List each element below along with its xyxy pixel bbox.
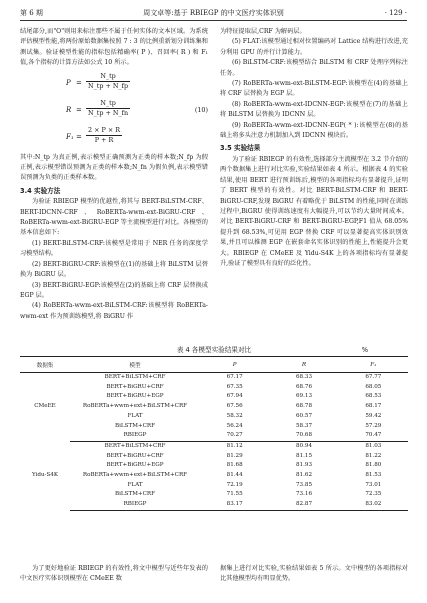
table bbox=[20, 356, 408, 511]
model-cell: BERT+BiLSTM+CRF bbox=[104, 442, 166, 449]
formula-f1 bbox=[20, 126, 208, 150]
table-body bbox=[20, 373, 408, 511]
model-cell: BiLSTM+CRF bbox=[115, 422, 155, 429]
p-cell: 81.68 bbox=[226, 462, 243, 469]
r-cell: 60.57 bbox=[295, 412, 312, 419]
f1-cell: 81.80 bbox=[365, 462, 382, 469]
equation-number: (10) bbox=[194, 105, 208, 114]
paragraph: 为了验证 RBIEGP 的有效性,选择部分主流模型在 3.2 节介绍的两个数据集上进行对比实验,实验结果如表 4 所示。根据表 4 的实验结果,使用 BERT 进行预训练后,模型的各项指标均有显著提升,证明了 BERT 模型的有效性。对比 BERT-BiLSTM-CRF 和 BERT-BiGRU-CRF,发现 BiGRU 有着略优于 BiLSTM 的性能,同时在训练过程中,BiGRU 使得训练速度有大幅提升,可以节约大量时间成本。对比 BERT-BiGRU-CRF 和 BERT-BiGRU-EGP,F1 值从 68.05% 提升到 68.53%,可见用 EGP 替换 CRF 可以显著提高实体识别效果,并且可以推测 EGP 在嵌套命名实体识别的性能上,性能提升会更大。RBIEGP 在 CMeEE 及 Yidu-S4K 上的各项指标均有显著提升,验证了模型具有良好的泛化性。 bbox=[220, 155, 408, 267]
model-cell: RBIEGP bbox=[70, 500, 200, 510]
r-cell: 68.76 bbox=[295, 383, 312, 390]
p-cell: 58.32 bbox=[226, 412, 243, 419]
list-item: (7) RoBERTa-wwm-ext-BiLSTM-EGP:该模型在(4)的基础上将 CRF 层替换为 EGP 层。 bbox=[220, 80, 408, 98]
p-cell: 56.24 bbox=[226, 422, 243, 429]
r-cell: 80.94 bbox=[295, 442, 312, 449]
paragraph: 为特征提取层,CRF 为解码层。 bbox=[220, 28, 306, 35]
r-cell: 68.78 bbox=[295, 403, 312, 410]
running-header bbox=[20, 6, 407, 21]
f1-cell: 68.53 bbox=[365, 393, 382, 400]
f1-cell: 83.02 bbox=[339, 500, 408, 510]
p-cell: 72.19 bbox=[226, 481, 243, 488]
p-cell: 71.55 bbox=[226, 491, 243, 498]
section-heading: 3.4 实验方法 bbox=[20, 186, 61, 195]
equals-sign: = bbox=[76, 78, 82, 87]
paragraph: 为验证 RBIEGP 模型的优越性,将其与 BERT-BiLSTM-CRF、BERT-IDCNN-CRF、RoBERTa-wwm-ext-BiGRU-CRF、RoBERTa-wwm-ext-BiGRU-EGP 等主流模型进行对比。各模型的基本信息如下: bbox=[20, 198, 208, 237]
r-cell: 81.62 bbox=[295, 472, 312, 479]
bottom-right-text bbox=[220, 564, 408, 585]
table-row bbox=[20, 461, 408, 471]
col-header-dataset: 数据集 bbox=[20, 357, 70, 373]
model-cell: BERT+BiGRU+EGP bbox=[106, 393, 164, 400]
model-cell: BERT+BiGRU+CRF bbox=[106, 452, 164, 459]
p-cell: 81.12 bbox=[226, 442, 243, 449]
table-row bbox=[20, 490, 408, 500]
paragraph: 其中:N_tp 为真正例,表示模型正确预测为正类的样本数;N_fp 为假正例,表示模型错误预测为正类的样本数;N_fn 为假负例,表示模型错误预测为负类的正类样本数。 bbox=[20, 153, 208, 182]
f1-cell: 59.42 bbox=[365, 412, 382, 419]
dataset-cell: Yidu-S4K bbox=[31, 472, 59, 479]
f1-cell: 67.77 bbox=[365, 374, 382, 380]
model-cell: BiLSTM+CRF bbox=[115, 491, 155, 498]
right-column bbox=[220, 27, 408, 269]
model-cell: FLAT bbox=[127, 481, 143, 488]
r-cell: 68.33 bbox=[295, 374, 312, 380]
equals-sign: = bbox=[76, 132, 82, 141]
formula-lhs: F₁ bbox=[66, 132, 74, 141]
formula-precision bbox=[20, 72, 208, 96]
running-title: 周文卓等:基于 RBIEGP 的中文医疗实体识别 bbox=[143, 9, 284, 17]
r-cell: 58.37 bbox=[295, 422, 312, 429]
denominator: N_tp + N_fp bbox=[88, 82, 129, 91]
p-cell: 67.17 bbox=[226, 374, 243, 380]
table-row bbox=[20, 481, 408, 491]
table-header-row bbox=[20, 357, 408, 373]
col-header-r: R bbox=[269, 357, 338, 373]
f1-cell: 81.53 bbox=[365, 472, 382, 479]
list-item: (4) RoBERTa-wwm-ext-BiLSTM-CRF:该模型将 RoBERTa-wwm-ext 作为预训练模型,将 BiGRU 作 bbox=[20, 302, 208, 320]
formula-recall bbox=[20, 99, 208, 123]
col-header-model: 模型 bbox=[70, 357, 200, 373]
r-cell: 73.85 bbox=[295, 481, 312, 488]
f1-cell: 81.22 bbox=[365, 452, 382, 459]
model-cell: BERT+BiLSTM+CRF bbox=[104, 374, 166, 380]
formula-lhs: R bbox=[66, 105, 72, 114]
f1-cell: 73.01 bbox=[365, 481, 382, 488]
r-cell: 81.15 bbox=[295, 452, 312, 459]
numerator: 2 × P × R bbox=[88, 125, 121, 134]
r-cell: 82.87 bbox=[269, 500, 338, 510]
table-row bbox=[20, 500, 408, 510]
col-header-p: P bbox=[200, 357, 269, 373]
list-item: (2) BERT-BiGRU-CRF:该模型在(1)的基础上将 BiLSTM 层替换为 BiGRU 层。 bbox=[20, 260, 208, 279]
paragraph: 为了更好地验证 RBIEGP 的有效性,将文中模型与近些年发表的中文医疗实体识别模型在 CMeEE 数 bbox=[20, 565, 208, 583]
bottom-left-text bbox=[20, 564, 208, 585]
list-item: (6) BiLSTM-CRF:该模型结合 BiLSTM 和 CRF 处理序列标注任务。 bbox=[220, 59, 408, 77]
f1-cell: 57.29 bbox=[365, 422, 382, 429]
section-heading: 3.5 实验结果 bbox=[220, 144, 261, 153]
f1-cell: 68.05 bbox=[365, 383, 382, 390]
table-row bbox=[20, 402, 408, 412]
paragraph: 据集上进行对比实验,实验结果如表 5 所示。文中模型的各项指标对比其他模型均有明显优势。 bbox=[220, 565, 408, 583]
table-row bbox=[20, 412, 408, 422]
fraction bbox=[86, 72, 130, 92]
r-cell: 70.68 bbox=[269, 431, 338, 441]
table-unit: % bbox=[361, 346, 368, 354]
table-row bbox=[20, 452, 408, 462]
table-row bbox=[20, 441, 408, 451]
issue-number: 第 6 期 bbox=[20, 9, 43, 17]
table-row bbox=[20, 383, 408, 393]
equals-sign: = bbox=[76, 105, 82, 114]
model-cell: RoBERTa+wwm+ext+BiLSTM+CRF bbox=[82, 403, 188, 410]
table-row bbox=[20, 422, 408, 432]
numerator: N_tp bbox=[100, 71, 116, 80]
f1-cell: 70.47 bbox=[339, 431, 408, 441]
table-title: 表 4 各模型实验结果对比 bbox=[176, 346, 252, 354]
list-item: (5) FLAT:该模型通过相对位置编码对 Lattice 结构进行改进,充分利用 GPU 的并行计算能力。 bbox=[220, 38, 408, 56]
list-item: (3) BERT-BiGRU-EGP:该模型在(2)的基础上将 CRF 层替换成 EGP 层。 bbox=[20, 281, 208, 299]
list-item: (9) RoBERTa-wwm-ext-IDCNN-EGP( * ):该模型在(8)的基础上将多头注意力机制加入到 IDCNN 模块后。 bbox=[220, 121, 408, 140]
denominator: N_tp + N_fn bbox=[88, 109, 129, 118]
model-cell: RBIEGP bbox=[70, 431, 200, 441]
paragraph: 结尾部分,而"O"则用来标注那些不属于任何实体的文本区域。为系统评估模型性能,将两份原始数据集按照 7 : 3 的比例重新划分训练集和测试集。验证模型性能的指标包括精确率( P )、召回率( R ) 和 F₁ 值,各个指标的计算方法如公式 10 所示。 bbox=[20, 28, 208, 67]
p-cell: 83.17 bbox=[200, 500, 269, 510]
p-cell: 67.94 bbox=[226, 393, 243, 400]
fraction bbox=[86, 126, 122, 146]
col-header-f1: F₁ bbox=[339, 357, 408, 373]
model-cell: RoBERTa+wwm+ext+BiLSTM+CRF bbox=[82, 472, 188, 479]
model-cell: BERT+BiGRU+CRF bbox=[106, 383, 164, 390]
r-cell: 69.13 bbox=[295, 393, 312, 400]
numerator: N_tp bbox=[100, 98, 116, 107]
list-item: (8) RoBERTa-wwm-ext-IDCNN-EGP:该模型在(7)的基础上将 BiLSTM 层替换为 IDCNN 层。 bbox=[220, 100, 408, 119]
formula-lhs: P bbox=[66, 78, 71, 87]
table-caption bbox=[20, 344, 408, 356]
table-row bbox=[20, 431, 408, 441]
f1-cell: 68.17 bbox=[365, 403, 382, 410]
p-cell: 81.44 bbox=[226, 472, 243, 479]
model-cell: FLAT bbox=[127, 412, 143, 419]
p-cell: 70.27 bbox=[200, 431, 269, 441]
fraction bbox=[86, 99, 130, 119]
page-number: · 129 · bbox=[384, 9, 407, 17]
p-cell: 81.29 bbox=[226, 452, 243, 459]
left-column bbox=[20, 27, 208, 322]
f1-cell: 81.03 bbox=[365, 442, 382, 449]
r-cell: 81.93 bbox=[295, 462, 312, 469]
p-cell: 67.35 bbox=[226, 383, 243, 390]
r-cell: 73.16 bbox=[295, 491, 312, 498]
results-table bbox=[20, 344, 408, 511]
table-row bbox=[20, 392, 408, 402]
list-item: (1) BERT-BiLSTM-CRF:该模型是常用于 NER 任务的深度学习模型结构。 bbox=[20, 239, 208, 258]
dataset-cell: CMeEE bbox=[34, 403, 56, 410]
denominator: P + R bbox=[86, 135, 122, 146]
model-cell: BERT+BiGRU+EGP bbox=[106, 462, 164, 469]
table-row bbox=[20, 471, 408, 481]
table-row bbox=[20, 373, 408, 383]
p-cell: 67.56 bbox=[226, 403, 243, 410]
f1-cell: 72.35 bbox=[365, 491, 382, 498]
